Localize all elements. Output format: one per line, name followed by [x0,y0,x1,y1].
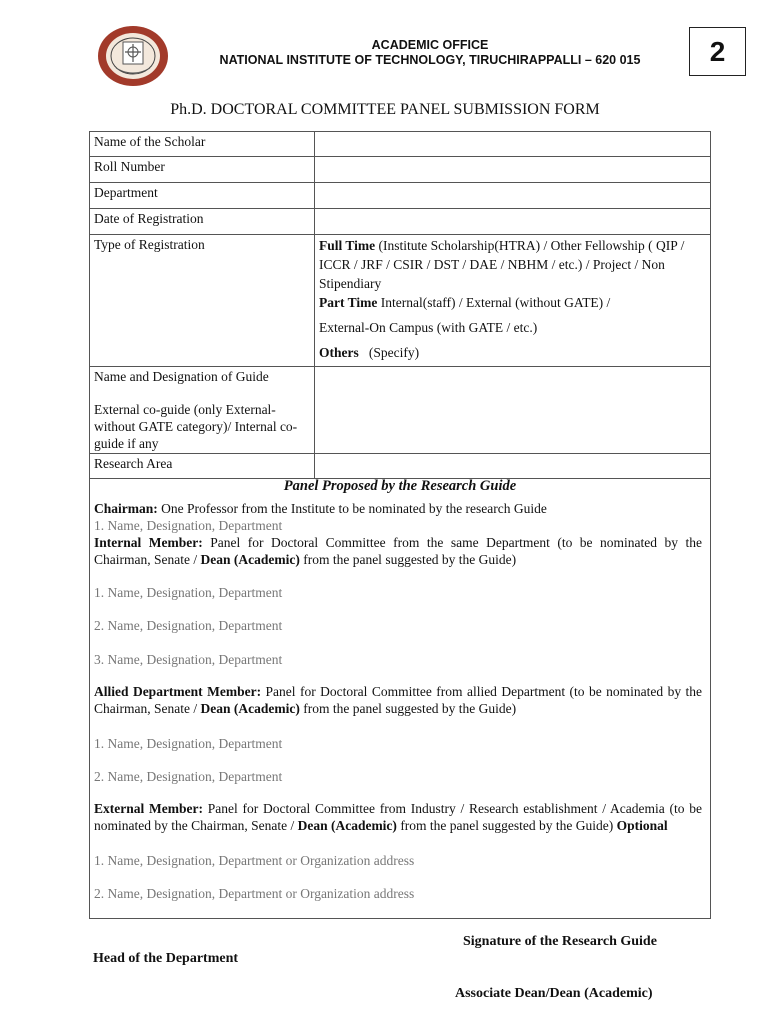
external-dean: Dean (Academic) [297,818,397,833]
others-specify: (Specify) [368,345,420,360]
internal-text: Panel for Doctoral Committee from the same Department (to be nominated by the Chairman, Senate / [94,535,703,567]
label-date-of-registration: Date of Registration [90,209,315,235]
label-scholar-name: Name of the Scholar [90,132,315,157]
form-title: Ph.D. DOCTORAL COMMITTEE PANEL SUBMISSION FORM [170,101,600,118]
field-roll-number[interactable] [315,157,711,183]
internal-text-2: from the panel suggested by the Guide) [303,552,517,567]
part-time-label: Part Time [319,295,378,310]
allied-member-desc [94,683,702,717]
internal-entry-2[interactable]: 2. Name, Designation, Department [94,618,283,633]
label-roll-number: Roll Number [90,157,315,183]
external-text-2: from the panel suggested by the Guide) [400,818,614,833]
chairman-label: Chairman: [94,501,158,516]
label-guide: Name and Designation of Guide [94,369,269,384]
allied-entry-2[interactable]: 2. Name, Designation, Department [94,769,283,784]
allied-text: Panel for Doctoral Committee from allied Department (to be nominated by the Chairman, Senate / [94,684,703,716]
label-type-of-registration: Type of Registration [90,235,315,367]
label-guide-coguide [90,367,315,454]
full-time-options: (Institute Scholarship(HTRA) / Other Fellowship ( QIP / ICCR / JRF / CSIR / DST / DAE / NBHM / etc.) / Project / Non Stipendiary [319,238,685,291]
field-scholar-name[interactable] [315,132,711,157]
hod-signature-label: Head of the Department [93,951,239,966]
internal-label: Internal Member: [94,535,203,550]
label-co-guide: External co-guide (only External-without GATE category)/ Internal co-guide if any [94,402,298,451]
scholar-details-table [89,131,711,479]
panel-title: Panel Proposed by the Research Guide [283,478,517,494]
external-member-desc [94,800,702,834]
others-label: Others [319,345,359,360]
office-header [170,38,690,68]
part-time-options: Internal(staff) / External (without GATE) / [380,295,611,310]
allied-label: Allied Department Member: [94,684,262,699]
dean-signature-label: Associate Dean/Dean (Academic) [455,986,653,1001]
external-entry-1[interactable]: 1. Name, Designation, Department or Organization address [94,853,415,868]
header-line-1: ACADEMIC OFFICE [371,38,489,52]
internal-member-desc [94,534,702,568]
proposed-panel-section [89,476,711,919]
chairman-text: One Professor from the Institute to be nominated by the research Guide [161,501,547,516]
label-department: Department [90,183,315,209]
external-optional: Optional [616,818,668,833]
part-time-options-2: External-On Campus (with GATE / etc.) [319,320,538,335]
field-type-of-registration[interactable] [315,235,711,367]
allied-entry-1[interactable]: 1. Name, Designation, Department [94,736,283,751]
chairman-entry[interactable]: 1. Name, Designation, Department [94,518,283,533]
internal-entry-1[interactable]: 1. Name, Designation, Department [94,585,283,600]
field-guide[interactable] [315,367,711,454]
external-entry-2[interactable]: 2. Name, Designation, Department or Organization address [94,886,415,901]
internal-dean: Dean (Academic) [200,552,300,567]
label-research-area: Research Area [90,454,315,479]
institute-seal-logo [96,24,170,88]
field-department[interactable] [315,183,711,209]
header-line-2: NATIONAL INSTITUTE OF TECHNOLOGY, TIRUCHIRAPPALLI – 620 015 [219,53,641,67]
external-label: External Member: [94,801,203,816]
field-research-area[interactable] [315,454,711,479]
allied-text-2: from the panel suggested by the Guide) [303,701,517,716]
internal-entry-3[interactable]: 3. Name, Designation, Department [94,652,283,667]
guide-signature-label: Signature of the Research Guide [463,934,657,949]
allied-dean: Dean (Academic) [200,701,300,716]
field-date-of-registration[interactable] [315,209,711,235]
chairman-line [94,500,702,517]
full-time-label: Full Time [319,238,376,253]
external-text: Panel for Doctoral Committee from Industry / Research establishment / Academia (to be nominated by the Chairman, Senate / [94,801,702,833]
page-number-box: 2 [689,27,746,76]
